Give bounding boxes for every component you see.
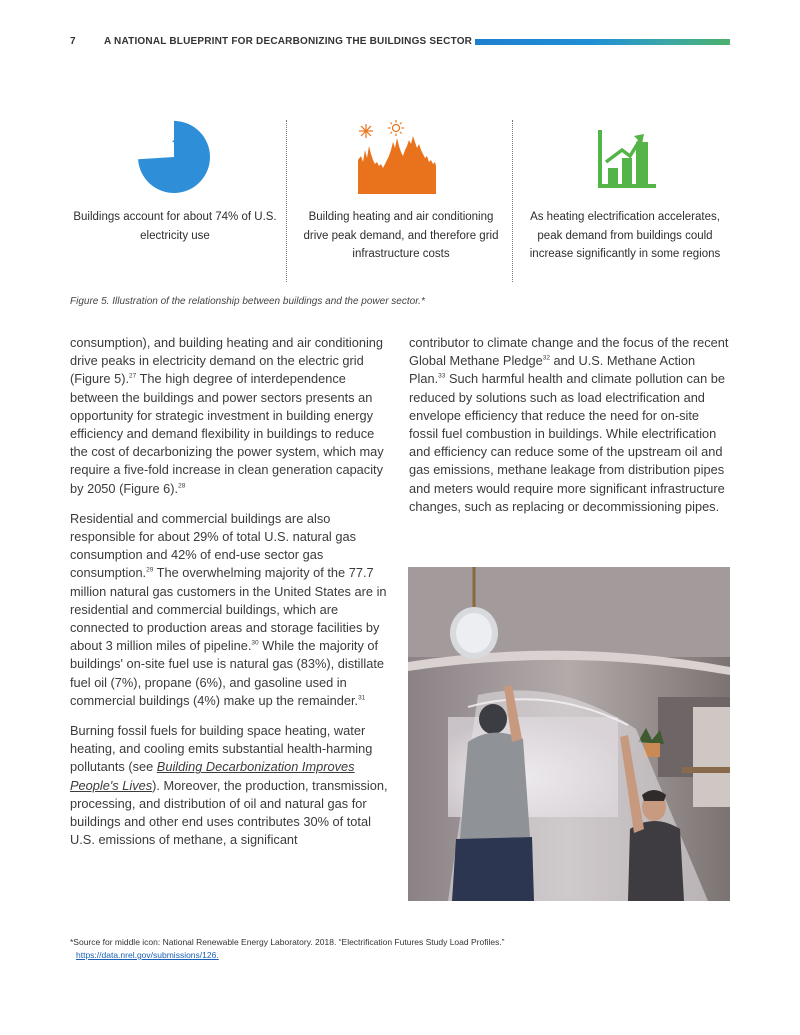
- footnote-text: *Source for middle icon: National Renewable Energy Laboratory. 2018. “Electrification Futures Study Load Profiles.”: [70, 937, 505, 947]
- left-text-column: [70, 334, 392, 861]
- footnote-link[interactable]: https://data.nrel.gov/submissions/126.: [76, 950, 219, 960]
- figure-item-electricity-share: [70, 120, 280, 245]
- figure-item-electrification: [520, 120, 730, 264]
- figure-divider: [512, 120, 513, 282]
- figure-item-text: Building heating and air conditioning drive peak demand, and therefore grid infrastructure costs: [303, 211, 499, 260]
- paragraph: contributor to climate change and the focus of the recent Global Methane Pledge$^{32}$ and U.S. Methane Action Plan.$^{33}$ Such harmful health and climate pollution can be reduced by solutions such as load electrification and envelope efficiency that reduce the need for on-site fossil fuel combustion in buildings. While electrification and efficiency can reduce some of the upstream oil and gas emissions, methane leakage from distribution pipes and meters would require more significant infrastructure changes, such as replacing or decommissioning pipes.: [409, 335, 729, 514]
- footnote-ref[interactable]: 31: [358, 694, 366, 702]
- page-number: 7: [70, 36, 76, 47]
- growth-chart-icon: [598, 128, 658, 190]
- figure-item-text: As heating electrification accelerates, peak demand from buildings could increase significantly in some regions: [529, 211, 721, 260]
- paragraph: Residential and commercial buildings are also responsible for about 29% of total U.S. natural gas consumption and 42% of end-use sector gas consumption.$^{29}$ The overwhelming majority of the 77.7 million natural gas customers in the United States are in residential and commercial buildings, which are connected to production areas and storage facilities by about 3 million miles of pipeline.$^{30}$ While the majority of buildings' on-site fuel use is natural gas (83%), distillate fuel oil (7%), propane (6%), and gasoline used in commercial buildings (4%) make up the remainder.$^{31}$: [70, 510, 387, 708]
- document-title: A NATIONAL BLUEPRINT FOR DECARBONIZING THE BUILDINGS SECTOR: [104, 36, 473, 47]
- footnote-ref[interactable]: 28: [178, 482, 186, 490]
- snowflake-icon: [359, 124, 373, 138]
- footnote: [70, 936, 730, 962]
- page-header: [70, 36, 730, 50]
- building-decarbonization-link[interactable]: Building Decarbonization Improves People's Lives: [70, 759, 355, 793]
- figure-divider: [286, 120, 287, 282]
- load-curve-area: [358, 136, 436, 194]
- photo-workers-installing-sheeting: [408, 567, 730, 901]
- paragraph: consumption), and building heating and air conditioning drive peaks in electricity demand on the electric grid (Figure 5).$^{27}$ The high degree of interdependence between the buildings and power sectors presents an opportunity for strategic investment in building energy efficiency and demand flexibility in buildings to reduce the cost of decarbonizing the power system, which may require a five-fold increase in clean generation capacity by 2050 (Figure 6).$^{28}$: [70, 335, 384, 496]
- figure-item-text: Buildings account for about 74% of U.S. electricity use: [73, 211, 277, 242]
- footnote-ref[interactable]: 27: [129, 373, 137, 381]
- load-profile-icon: [356, 120, 446, 194]
- figure-caption: Figure 5. Illustration of the relationship between buildings and the power sector.*: [70, 296, 425, 307]
- pie-percent-label: 74%: [171, 137, 201, 153]
- footnote-ref[interactable]: 30: [251, 639, 259, 647]
- pie-chart-icon: [134, 120, 214, 194]
- figure-5: [70, 110, 730, 280]
- right-text-column: [409, 334, 731, 528]
- photo-illustration: [408, 567, 730, 901]
- footnote-ref[interactable]: 33: [438, 373, 446, 381]
- sun-icon: [388, 120, 404, 136]
- paragraph: Burning fossil fuels for building space heating, water heating, and cooling emits substantial health-harming pollutants (see Building Decarbonization Improves People's Lives). Moreover, the production, transmission, processing, and distribution of oil and natural gas for buildings and other end uses contributes 30% of total U.S. emissions of methane, a significant: [70, 723, 388, 848]
- header-accent-bar: [475, 39, 730, 45]
- pie-slice-buildings: [138, 121, 210, 193]
- footnote-ref[interactable]: 29: [146, 567, 154, 575]
- figure-item-peak-demand: [296, 120, 506, 264]
- footnote-ref[interactable]: 32: [542, 354, 550, 362]
